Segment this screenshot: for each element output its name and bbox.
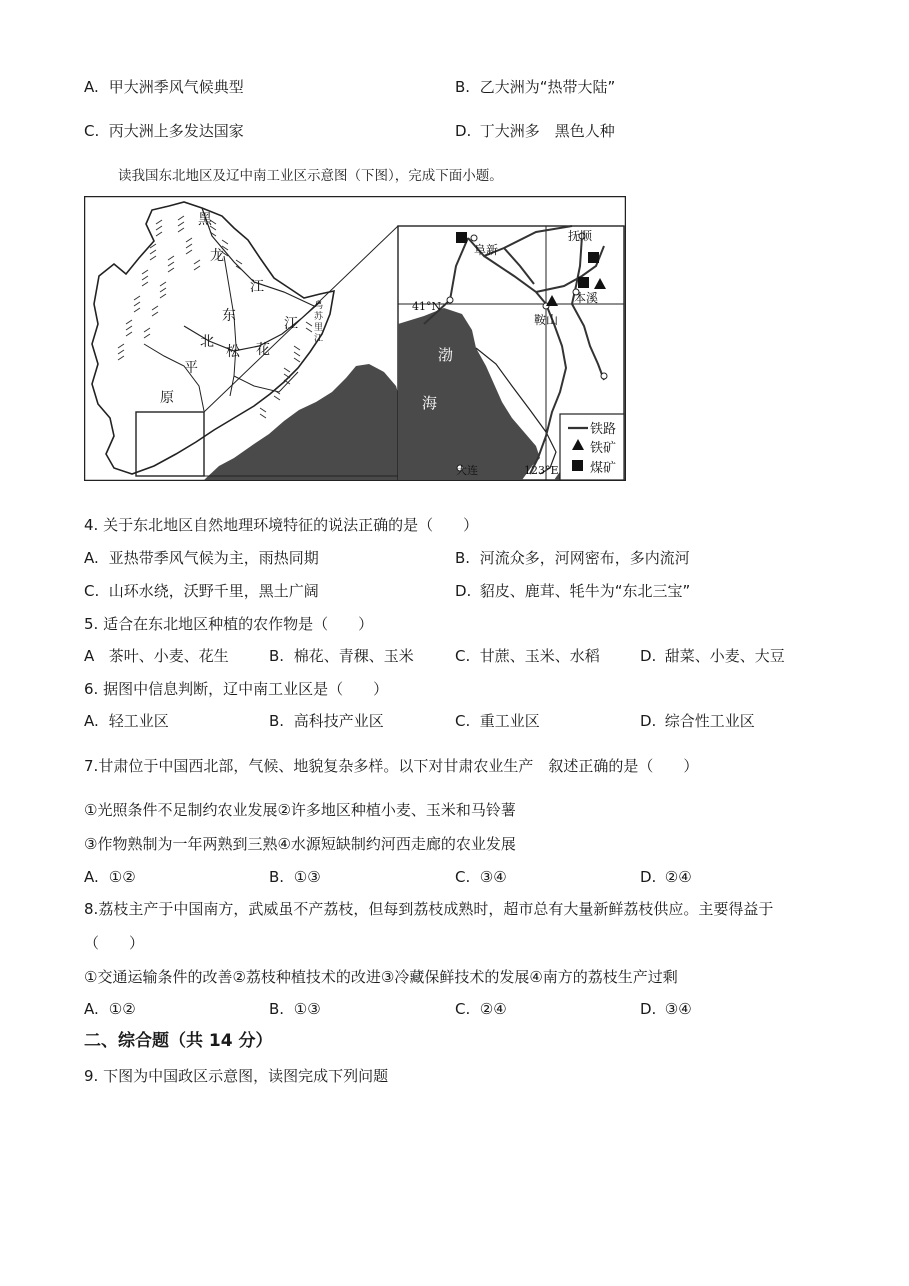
q7-option-a[interactable] [84, 867, 136, 887]
option-a [84, 77, 244, 97]
map-label: 江 [314, 334, 324, 344]
option-label: C. [455, 647, 471, 665]
map-label: 龙 [210, 248, 224, 264]
legend-coal-label: 煤矿 [590, 461, 617, 476]
longitude-label: 123°E [524, 464, 559, 477]
city-dot-east [601, 373, 607, 379]
q4-option-a[interactable] [84, 548, 319, 568]
option-text: 乙大洲为“热带大陆” [479, 78, 616, 96]
map-label: 乌 [314, 301, 324, 311]
q6-option-a[interactable] [84, 711, 169, 731]
option-label: C. [84, 122, 100, 140]
option-text: 茶叶、小麦、花生 [108, 647, 229, 665]
option-text: ③④ [479, 868, 507, 886]
coal-mine-benxi [578, 277, 589, 288]
option-text: 棉花、青稞、玉米 [293, 647, 414, 665]
option-text: 山环水绕，沃野千里，黑土广阔 [108, 582, 319, 600]
map-label: 苏 [314, 312, 324, 322]
question-number: 7. [84, 757, 99, 775]
city-label: 鞍山 [534, 313, 559, 327]
question-text: 适合在东北地区种植的农作物是（ ） [103, 615, 374, 633]
q5-option-a[interactable] [84, 646, 229, 666]
city-label: 大连 [456, 464, 478, 477]
option-text: 高科技产业区 [293, 712, 384, 730]
legend-iron-label: 铁矿 [590, 441, 617, 456]
map-svg [84, 196, 626, 481]
option-label: A [84, 647, 95, 665]
intro-text: 读我国东北地区及辽中南工业区示意图（下图），完成下面小题。 [118, 168, 503, 184]
map-label: 黑 [198, 212, 212, 228]
q8-statement-line-1: ①交通运输条件的改善②荔枝种植技术的改进③冷藏保鲜技术的发展④南方的荔枝生产过剩 [84, 968, 678, 986]
q5-option-b[interactable] [269, 646, 414, 666]
option-text: 貂皮、鹿茸、牦牛为“东北三宝” [479, 582, 691, 600]
q8-option-d[interactable] [640, 999, 692, 1019]
question-6-stem [84, 679, 388, 699]
section-2-title: 二、综合题（共 14 分） [84, 1031, 273, 1051]
option-text: ①③ [293, 868, 321, 886]
question-4-stem [84, 515, 478, 535]
question-text: 甘肃位于中国西北部，气候、地貌复杂多样。以下对甘肃农业生产 叙述正确的是（ ） [98, 757, 699, 775]
option-d [455, 121, 615, 141]
legend-coal-symbol [572, 460, 583, 471]
question-number: 6. [84, 680, 99, 698]
legend-rail-label: 铁路 [590, 422, 617, 437]
map-label: 东 [222, 308, 236, 324]
option-text: 河流众多，河网密布，多内流河 [479, 549, 690, 567]
q8-option-a[interactable] [84, 999, 136, 1019]
city-label: 抚顺 [568, 229, 593, 243]
option-label: B. [269, 712, 285, 730]
northeast-map-figure [84, 196, 626, 481]
question-text: 据图中信息判断，辽中南工业区是（ ） [103, 680, 389, 698]
q7-statement-line-1: ①光照条件不足制约农业发展②许多地区种植小麦、玉米和马铃薯 [84, 801, 516, 819]
option-label: B. [269, 647, 285, 665]
option-text: 甘蔗、玉米、水稻 [479, 647, 600, 665]
q6-option-b[interactable] [269, 711, 384, 731]
option-label: A. [84, 549, 99, 567]
option-label: A. [84, 712, 99, 730]
question-text: 荔枝主产于中国南方，武威虽不产荔枝，但每到荔枝成熟时，超市总有大量新鲜荔枝供应。主要得益于 [98, 900, 774, 918]
question-7-stem [84, 756, 698, 776]
option-text: ①② [108, 1000, 136, 1018]
option-label: B. [455, 549, 471, 567]
option-label: C. [84, 582, 100, 600]
option-text: 亚热带季风气候为主，雨热同期 [108, 549, 319, 567]
q4-option-d[interactable] [455, 581, 690, 601]
option-text: 丙大洲上多发达国家 [108, 122, 244, 140]
question-8-stem [84, 899, 773, 919]
option-label: B. [455, 78, 471, 96]
map-legend [560, 414, 624, 480]
map-label: 松 [226, 344, 240, 360]
map-label: 江 [250, 279, 264, 295]
q7-option-c[interactable] [455, 867, 507, 887]
q8-option-c[interactable] [455, 999, 507, 1019]
q4-option-b[interactable] [455, 548, 690, 568]
city-dot-fuxin [471, 235, 477, 241]
map-label: 平 [184, 360, 198, 376]
option-label: D. [455, 582, 472, 600]
option-text: 丁大洲多 黑色人种 [479, 122, 615, 140]
question-text: 关于东北地区自然地理环境特征的说法正确的是（ ） [103, 516, 479, 534]
option-label: D. [640, 868, 657, 886]
option-label: D. [640, 712, 657, 730]
option-text: 重工业区 [479, 712, 540, 730]
sea-label: 海 [422, 394, 438, 412]
option-b [455, 77, 615, 97]
latitude-label: 41°N [412, 300, 442, 313]
option-text: ②④ [479, 1000, 507, 1018]
city-dot-west [447, 297, 453, 303]
option-label: C. [455, 868, 471, 886]
option-c [84, 121, 244, 141]
city-label: 本溪 [574, 291, 599, 305]
map-label: 花 [256, 342, 270, 358]
coal-mine-fushun [588, 252, 599, 263]
question-number: 8. [84, 900, 99, 918]
option-text: ③④ [664, 1000, 692, 1018]
option-label: C. [455, 1000, 471, 1018]
q7-option-d[interactable] [640, 867, 692, 887]
question-number: 5. [84, 615, 99, 633]
map-label: 原 [160, 390, 174, 406]
question-8-stem-cont: （ ） [84, 934, 145, 952]
coal-mine-fuxin [456, 232, 467, 243]
q7-statement-line-2: ③作物熟制为一年两熟到三熟④水源短缺制约河西走廊的农业发展 [84, 835, 516, 853]
option-label: A. [84, 868, 99, 886]
map-label: 江 [284, 316, 298, 332]
question-9-stem: 9. 下图为中国政区示意图，读图完成下列问题 [84, 1067, 389, 1085]
option-label: D. [455, 122, 472, 140]
q6-option-c[interactable] [455, 711, 540, 731]
option-label: C. [455, 712, 471, 730]
question-5-stem [84, 614, 373, 634]
q6-option-d[interactable] [640, 711, 755, 731]
city-label: 阜新 [474, 243, 499, 257]
option-text: ②④ [664, 868, 692, 886]
sea-label: 渤 [438, 346, 454, 364]
option-text: ①② [108, 868, 136, 886]
option-label: A. [84, 78, 99, 96]
map-label: 北 [200, 334, 214, 350]
option-text: 甜菜、小麦、大豆 [664, 647, 785, 665]
option-label: B. [269, 868, 285, 886]
q7-option-b[interactable] [269, 867, 321, 887]
q5-option-c[interactable] [455, 646, 600, 666]
option-text: 轻工业区 [108, 712, 169, 730]
option-text: 综合性工业区 [664, 712, 755, 730]
map-label: 里 [314, 323, 324, 333]
option-label: A. [84, 1000, 99, 1018]
right-map [398, 226, 624, 480]
option-label: D. [640, 1000, 657, 1018]
q4-option-c[interactable] [84, 581, 319, 601]
q8-option-b[interactable] [269, 999, 321, 1019]
question-number: 4. [84, 516, 99, 534]
option-text: ①③ [293, 1000, 321, 1018]
q5-option-d[interactable] [640, 646, 785, 666]
option-label: B. [269, 1000, 285, 1018]
option-text: 甲大洲季风气候典型 [108, 78, 244, 96]
option-label: D. [640, 647, 657, 665]
